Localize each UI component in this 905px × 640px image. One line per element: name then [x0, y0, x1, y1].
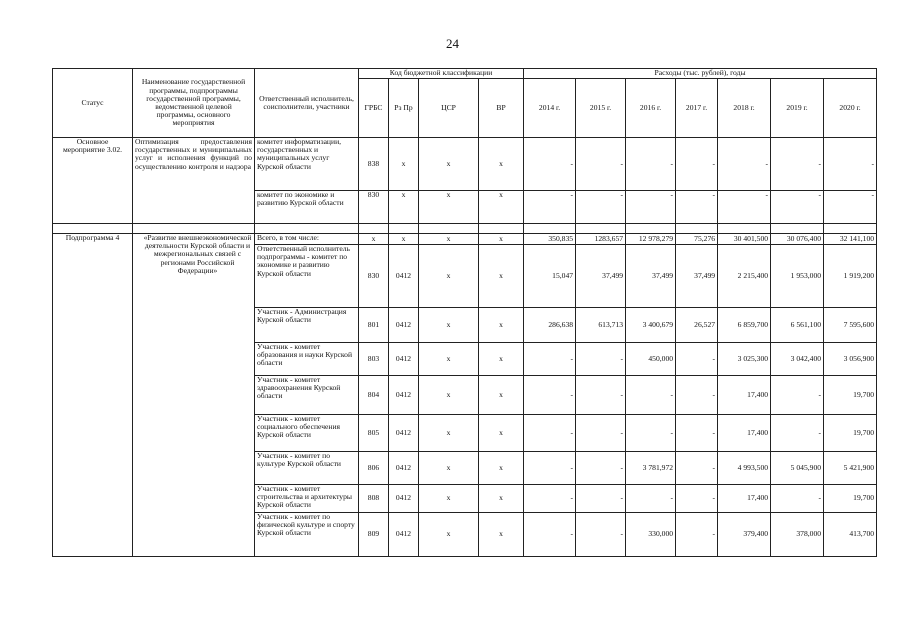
- subprogram-name: «Развитие внешнеэкономической деятельности Курской области и межрегиональных связей с регионами Российской Федерации»: [133, 234, 255, 557]
- header-status: Статус: [53, 69, 133, 138]
- value-cell: -: [676, 343, 718, 376]
- value-cell: -: [676, 376, 718, 415]
- table-row-total: [53, 234, 877, 245]
- header-bcc-group: Код бюджетной классификации: [359, 69, 524, 79]
- value-cell: -: [576, 415, 626, 452]
- value-cell: 5 045,900: [771, 452, 824, 485]
- grbs-cell: 808: [359, 485, 389, 513]
- value-cell: 613,713: [576, 308, 626, 343]
- csr-cell: х: [419, 245, 479, 308]
- responsible-cell: комитет информатизации, государственных и муниципальных услуг Курской области: [255, 138, 359, 191]
- value-cell: 413,700: [824, 513, 877, 557]
- value-cell: 19,700: [824, 415, 877, 452]
- responsible-cell: Участник - комитет образования и науки Курской области: [255, 343, 359, 376]
- value-cell: -: [824, 138, 877, 191]
- grbs-cell: 830: [359, 191, 389, 224]
- value-cell: 26,527: [676, 308, 718, 343]
- value-cell: -: [626, 191, 676, 224]
- value-cell: -: [676, 485, 718, 513]
- value-cell: 30 076,400: [771, 234, 824, 245]
- rzpr-cell: 0412: [389, 513, 419, 557]
- header-year: 2017 г.: [676, 79, 718, 138]
- value-cell: -: [576, 191, 626, 224]
- responsible-cell: Участник - комитет по культуре Курской области: [255, 452, 359, 485]
- vr-cell: х: [479, 234, 524, 245]
- header-year: 2019 г.: [771, 79, 824, 138]
- value-cell: 378,000: [771, 513, 824, 557]
- grbs-cell: 801: [359, 308, 389, 343]
- value-cell: 15,047: [524, 245, 576, 308]
- value-cell: -: [676, 191, 718, 224]
- csr-cell: х: [419, 415, 479, 452]
- vr-cell: х: [479, 452, 524, 485]
- total-label: Всего, в том числе:: [255, 234, 359, 245]
- csr-cell: х: [419, 234, 479, 245]
- csr-cell: х: [419, 376, 479, 415]
- value-cell: 12 978,279: [626, 234, 676, 245]
- value-cell: -: [771, 191, 824, 224]
- vr-cell: х: [479, 308, 524, 343]
- value-cell: -: [676, 138, 718, 191]
- spacer-row: [53, 224, 877, 234]
- rzpr-cell: 0412: [389, 485, 419, 513]
- csr-cell: х: [419, 452, 479, 485]
- grbs-cell: 838: [359, 138, 389, 191]
- value-cell: 30 401,500: [718, 234, 771, 245]
- value-cell: -: [626, 485, 676, 513]
- rzpr-cell: 0412: [389, 308, 419, 343]
- value-cell: -: [576, 485, 626, 513]
- value-cell: 6 561,100: [771, 308, 824, 343]
- rzpr-cell: 0412: [389, 415, 419, 452]
- responsible-cell: комитет по экономике и развитию Курской области: [255, 191, 359, 224]
- table-row: [53, 138, 877, 191]
- grbs-cell: 803: [359, 343, 389, 376]
- rzpr-cell: х: [389, 138, 419, 191]
- value-cell: 3 042,400: [771, 343, 824, 376]
- value-cell: -: [718, 191, 771, 224]
- header-grbs: ГРБС: [359, 79, 389, 138]
- header-year: 2020 г.: [824, 79, 877, 138]
- value-cell: 32 141,100: [824, 234, 877, 245]
- header-rzpr: Рз Пр: [389, 79, 419, 138]
- value-cell: 37,499: [626, 245, 676, 308]
- value-cell: -: [576, 513, 626, 557]
- value-cell: 17,400: [718, 415, 771, 452]
- csr-cell: х: [419, 191, 479, 224]
- measure-name: Оптимизация предоставления государственных и муниципальных услуг и исполнения функций по осуществлению контроля и надзора: [133, 138, 255, 224]
- value-cell: -: [576, 343, 626, 376]
- vr-cell: х: [479, 485, 524, 513]
- value-cell: 7 595,600: [824, 308, 877, 343]
- vr-cell: х: [479, 415, 524, 452]
- grbs-cell: 809: [359, 513, 389, 557]
- responsible-cell: Участник - комитет по физической культуре и спорту Курской области: [255, 513, 359, 557]
- value-cell: -: [524, 191, 576, 224]
- responsible-cell: Ответственный исполнитель подпрограммы - комитет по экономике и развитию Курской области: [255, 245, 359, 308]
- value-cell: 17,400: [718, 376, 771, 415]
- responsible-cell: Участник - комитет строительства и архитектуры Курской области: [255, 485, 359, 513]
- value-cell: -: [576, 376, 626, 415]
- value-cell: 19,700: [824, 376, 877, 415]
- vr-cell: х: [479, 138, 524, 191]
- value-cell: 19,700: [824, 485, 877, 513]
- header-name: Наименование государственной программы, подпрограммы государственной программы, ведомственной целевой программы, основного мероприятия: [133, 69, 255, 138]
- responsible-cell: Участник - Администрация Курской области: [255, 308, 359, 343]
- responsible-cell: Участник - комитет социального обеспечения Курской области: [255, 415, 359, 452]
- value-cell: 1283,657: [576, 234, 626, 245]
- value-cell: 1 953,000: [771, 245, 824, 308]
- rzpr-cell: х: [389, 191, 419, 224]
- value-cell: -: [524, 376, 576, 415]
- vr-cell: х: [479, 376, 524, 415]
- rzpr-cell: 0412: [389, 376, 419, 415]
- csr-cell: х: [419, 308, 479, 343]
- responsible-cell: Участник - комитет здравоохранения Курской области: [255, 376, 359, 415]
- value-cell: 37,499: [576, 245, 626, 308]
- header-year: 2018 г.: [718, 79, 771, 138]
- rzpr-cell: х: [389, 234, 419, 245]
- value-cell: 37,499: [676, 245, 718, 308]
- value-cell: 350,835: [524, 234, 576, 245]
- value-cell: -: [576, 138, 626, 191]
- vr-cell: х: [479, 245, 524, 308]
- grbs-cell: х: [359, 234, 389, 245]
- value-cell: 3 400,679: [626, 308, 676, 343]
- value-cell: 3 056,900: [824, 343, 877, 376]
- vr-cell: х: [479, 513, 524, 557]
- csr-cell: х: [419, 343, 479, 376]
- value-cell: 6 859,700: [718, 308, 771, 343]
- rzpr-cell: 0412: [389, 343, 419, 376]
- header-csr: ЦСР: [419, 79, 479, 138]
- value-cell: -: [524, 415, 576, 452]
- value-cell: -: [576, 452, 626, 485]
- budget-table: [52, 68, 877, 557]
- value-cell: -: [626, 376, 676, 415]
- header-vr: ВР: [479, 79, 524, 138]
- value-cell: 330,000: [626, 513, 676, 557]
- value-cell: -: [771, 485, 824, 513]
- csr-cell: х: [419, 485, 479, 513]
- value-cell: -: [771, 138, 824, 191]
- value-cell: 17,400: [718, 485, 771, 513]
- value-cell: -: [524, 138, 576, 191]
- value-cell: -: [771, 415, 824, 452]
- value-cell: -: [524, 513, 576, 557]
- value-cell: -: [524, 343, 576, 376]
- rzpr-cell: 0412: [389, 452, 419, 485]
- grbs-cell: 830: [359, 245, 389, 308]
- value-cell: 5 421,900: [824, 452, 877, 485]
- header-year: 2016 г.: [626, 79, 676, 138]
- value-cell: 2 215,400: [718, 245, 771, 308]
- value-cell: -: [626, 138, 676, 191]
- subprogram-status: Подпрограмма 4: [53, 234, 133, 557]
- value-cell: -: [676, 513, 718, 557]
- value-cell: -: [626, 415, 676, 452]
- measure-status: Основное мероприятие 3.02.: [53, 138, 133, 224]
- value-cell: 1 919,200: [824, 245, 877, 308]
- grbs-cell: 805: [359, 415, 389, 452]
- value-cell: 3 025,300: [718, 343, 771, 376]
- header-year: 2014 г.: [524, 79, 576, 138]
- value-cell: 4 993,500: [718, 452, 771, 485]
- page-number: 24: [446, 36, 459, 51]
- value-cell: -: [524, 452, 576, 485]
- value-cell: -: [676, 415, 718, 452]
- value-cell: -: [524, 485, 576, 513]
- header-responsible: Ответственный исполнитель, соисполнители, участники: [255, 69, 359, 138]
- value-cell: -: [824, 191, 877, 224]
- vr-cell: х: [479, 343, 524, 376]
- value-cell: 286,638: [524, 308, 576, 343]
- grbs-cell: 806: [359, 452, 389, 485]
- value-cell: 3 781,972: [626, 452, 676, 485]
- header-expenses-group: Расходы (тыс. рублей), годы: [524, 69, 877, 79]
- csr-cell: х: [419, 138, 479, 191]
- header-year: 2015 г.: [576, 79, 626, 138]
- value-cell: -: [718, 138, 771, 191]
- value-cell: -: [676, 452, 718, 485]
- value-cell: 379,400: [718, 513, 771, 557]
- value-cell: 75,276: [676, 234, 718, 245]
- rzpr-cell: 0412: [389, 245, 419, 308]
- value-cell: -: [771, 376, 824, 415]
- vr-cell: х: [479, 191, 524, 224]
- grbs-cell: 804: [359, 376, 389, 415]
- value-cell: 450,000: [626, 343, 676, 376]
- csr-cell: х: [419, 513, 479, 557]
